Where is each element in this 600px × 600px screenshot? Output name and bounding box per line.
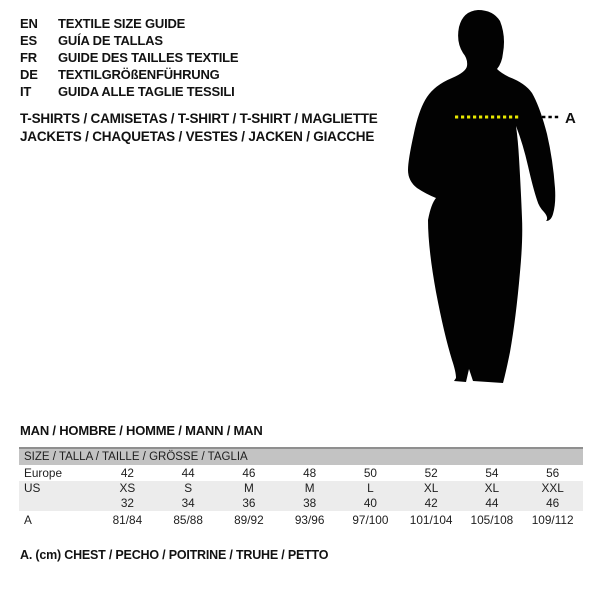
language-row-es (20, 32, 238, 49)
size-value: 50 (363, 466, 377, 480)
chest-measure-note: A. (cm) CHEST / PECHO / POITRINE / TRUHE / PETTO (20, 548, 329, 562)
language-title: GUIDE DES TAILLES TEXTILE (58, 50, 239, 65)
language-title-list (20, 15, 238, 100)
language-code: DE (20, 67, 38, 82)
size-value: 97/100 (352, 513, 389, 527)
size-table (19, 447, 583, 530)
size-value: 42 (424, 496, 438, 510)
language-row-it (20, 83, 238, 100)
row-label: A (24, 513, 32, 527)
size-value: M (304, 481, 315, 495)
size-value: 44 (181, 466, 195, 480)
language-code: FR (20, 50, 37, 65)
size-value: 46 (546, 496, 560, 510)
row-label: Europe (24, 466, 63, 480)
size-value: 85/88 (173, 513, 203, 527)
garment-type-lines (20, 110, 378, 145)
language-row-fr (20, 49, 238, 66)
language-title: TEXTILE SIZE GUIDE (58, 16, 186, 31)
size-value: XL (484, 481, 500, 495)
table-row-europe (19, 465, 583, 481)
size-value: XL (423, 481, 439, 495)
size-value: 38 (303, 496, 317, 510)
section-title-man: MAN / HOMBRE / HOMME / MANN / MAN (20, 423, 263, 438)
size-value: 93/96 (294, 513, 325, 527)
man-silhouette (408, 10, 555, 383)
size-value: L (367, 481, 374, 495)
size-value: M (243, 481, 254, 495)
language-row-en (20, 15, 238, 32)
table-row-chest-a (19, 511, 583, 530)
row-label (19, 496, 97, 511)
size-value: 89/92 (234, 513, 264, 527)
language-code: IT (20, 84, 32, 99)
garment-line-tshirts: T-SHIRTS / CAMISETAS / T-SHIRT / T-SHIRT / MAGLIETTE (20, 111, 378, 126)
size-value: 81/84 (112, 513, 143, 527)
size-value: 109/112 (531, 513, 574, 527)
size-value: 54 (485, 466, 499, 480)
size-value: S (184, 481, 193, 495)
measure-label-a: A (565, 110, 576, 127)
language-code: EN (20, 16, 38, 31)
size-value: 56 (546, 466, 560, 480)
row-label: US (24, 481, 41, 495)
language-code: ES (20, 33, 37, 48)
size-value: 52 (424, 466, 438, 480)
size-value: XXL (541, 481, 564, 495)
size-value: 40 (363, 496, 377, 510)
language-title: GUIDA ALLE TAGLIE TESSILI (58, 84, 235, 99)
size-value: 48 (303, 466, 317, 480)
table-row-us-numeric (19, 496, 583, 511)
size-table-header: SIZE / TALLA / TAILLE / GRÖSSE / TAGLIA (19, 449, 583, 465)
size-value: 34 (181, 496, 195, 510)
size-value: 101/104 (409, 513, 453, 527)
size-value: 44 (485, 496, 499, 510)
language-title: TEXTILGRÖßENFÜHRUNG (58, 67, 220, 82)
table-row-us (19, 481, 583, 496)
measurement-figure (390, 0, 600, 400)
language-title: GUÍA DE TALLAS (58, 33, 163, 48)
size-value: 46 (242, 466, 256, 480)
size-value: 42 (120, 466, 134, 480)
size-value: 36 (242, 496, 256, 510)
size-value: 32 (120, 496, 134, 510)
language-row-de (20, 66, 238, 83)
size-value: XS (119, 481, 136, 495)
size-value: 105/108 (470, 513, 514, 527)
garment-line-jackets: JACKETS / CHAQUETAS / VESTES / JACKEN / GIACCHE (20, 128, 375, 144)
